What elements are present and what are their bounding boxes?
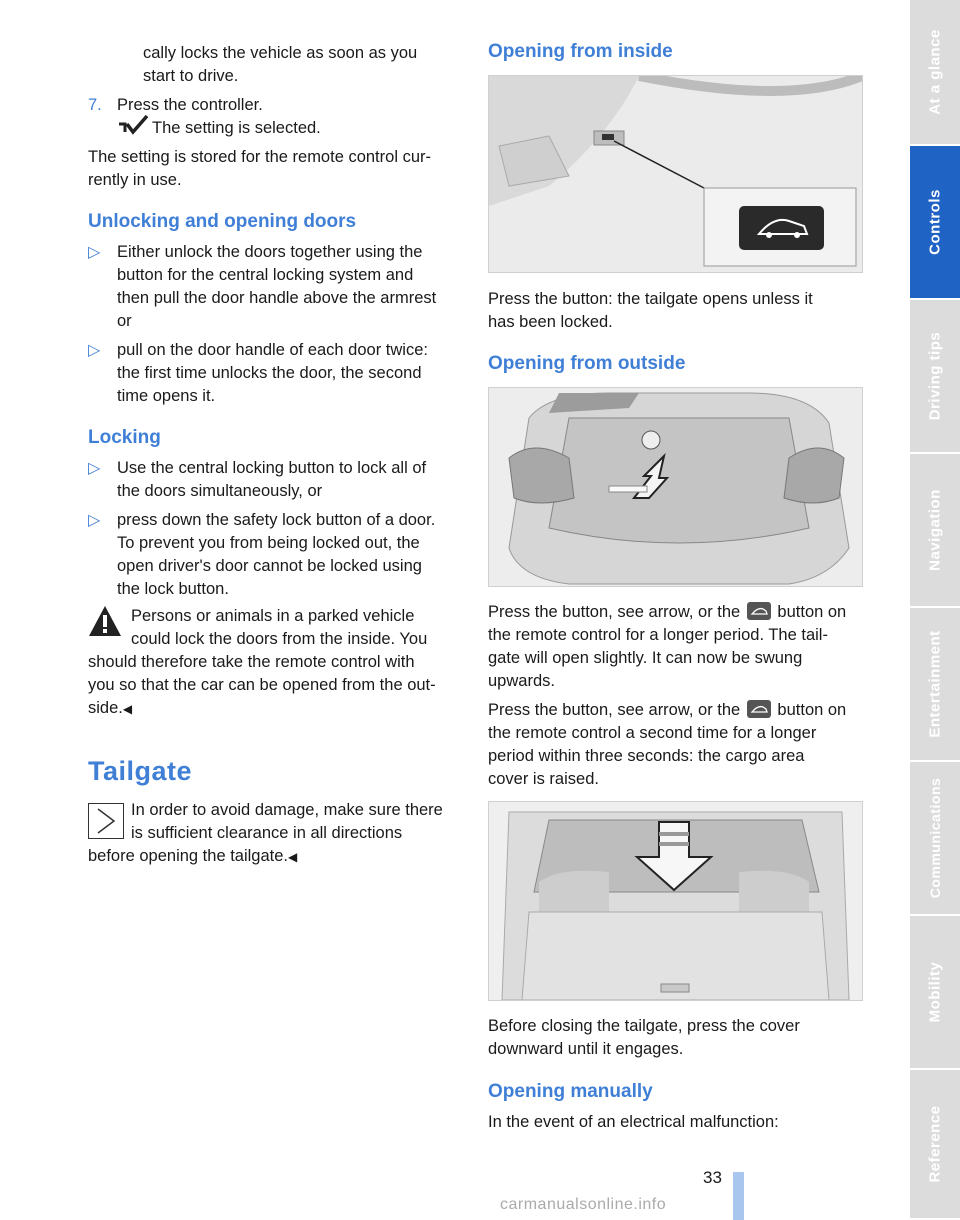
tab-label: Driving tips	[926, 331, 944, 421]
chapter-sidebar	[910, 0, 960, 1220]
page-marker-bar	[733, 1172, 744, 1220]
outside-text-2-b: button on	[777, 701, 847, 719]
tab-label: At a glance	[926, 29, 944, 115]
warning-text: should therefore take the remote control with	[88, 653, 415, 671]
warning-text: could lock the doors from the inside. You	[131, 630, 428, 648]
lock-bullet-2: press down the safety lock button of a door.	[117, 511, 436, 529]
note-icon	[88, 803, 124, 844]
intro-line: cally locks the vehicle as soon as you	[143, 44, 418, 62]
step-number: 7.	[88, 96, 102, 114]
heading-locking: Locking	[88, 427, 161, 448]
stored-text: rently in use.	[88, 171, 182, 189]
unlock-bullet-1: then pull the door handle above the armrest	[117, 289, 437, 307]
lock-bullet-2: To prevent you from being locked out, the	[117, 534, 420, 552]
lock-bullet-1: Use the central locking button to lock all of	[117, 459, 427, 477]
tab-reference[interactable]	[910, 1070, 960, 1220]
inside-text: has been locked.	[488, 313, 613, 331]
tab-label: Communications	[927, 777, 943, 899]
heading-tailgate: Tailgate	[88, 756, 193, 786]
outside-text-1-b: button on	[777, 603, 847, 621]
outside-text-1	[488, 601, 846, 624]
remote-trunk-icon	[747, 700, 771, 718]
bullet-icon: ▷	[88, 244, 101, 261]
note-text-end: before opening the tailgate.	[88, 847, 288, 865]
heading-opening-manually: Opening manually	[488, 1081, 653, 1102]
tab-label: Reference	[926, 1105, 944, 1183]
step-sub: The setting is selected.	[152, 119, 321, 137]
checkmark-icon	[117, 114, 149, 141]
warning-text	[88, 697, 132, 721]
outside-text-2: the remote control a second time for a longer	[488, 724, 817, 742]
outside-text-1: gate will open slightly. It can now be swung	[488, 649, 803, 667]
note-text: In order to avoid damage, make sure there	[131, 801, 443, 819]
heading-opening-inside: Opening from inside	[488, 41, 673, 62]
unlock-bullet-1: button for the central locking system and	[117, 266, 414, 284]
watermark: carmanualsonline.info	[500, 1196, 667, 1213]
tab-driving-tips[interactable]	[910, 300, 960, 454]
bullet-icon: ▷	[88, 512, 101, 529]
unlock-bullet-1: or	[117, 312, 132, 330]
note-text: is sufficient clearance in all directions	[131, 824, 403, 842]
tab-label: Mobility	[926, 961, 944, 1023]
close-text: Before closing the tailgate, press the cover	[488, 1017, 800, 1035]
warning-text: Persons or animals in a parked vehicle	[131, 607, 415, 625]
outside-text-1: upwards.	[488, 672, 555, 690]
outside-text-2-a: Press the button, see arrow, or the	[488, 701, 741, 719]
note-text	[88, 845, 297, 869]
tailgate-exterior-photo	[488, 387, 863, 587]
tab-controls[interactable]	[910, 146, 960, 300]
unlock-bullet-2: the first time unlocks the door, the second	[117, 364, 422, 382]
heading-unlocking: Unlocking and opening doors	[88, 211, 357, 232]
lock-bullet-1: the doors simultaneously, or	[117, 482, 323, 500]
heading-opening-outside: Opening from outside	[488, 353, 686, 374]
manual-text: In the event of an electrical malfunction:	[488, 1113, 779, 1131]
lock-bullet-2: open driver's door cannot be locked using	[117, 557, 422, 575]
bullet-icon: ▷	[88, 460, 101, 477]
tab-label: Controls	[926, 189, 944, 255]
tab-label: Entertainment	[926, 630, 944, 738]
intro-line: start to drive.	[143, 67, 239, 85]
tab-communications[interactable]	[910, 762, 960, 916]
end-mark-icon: ◀	[288, 850, 298, 864]
interior-button-photo	[488, 75, 863, 273]
outside-text-1: the remote control for a longer period. The tail-	[488, 626, 828, 644]
tab-entertainment[interactable]	[910, 608, 960, 762]
outside-text-1-a: Press the button, see arrow, or the	[488, 603, 741, 621]
warning-icon	[88, 604, 122, 643]
end-mark-icon: ◀	[122, 702, 133, 716]
unlock-bullet-2: pull on the door handle of each door twice:	[117, 341, 428, 359]
step-text: Press the controller.	[117, 96, 263, 114]
tab-at-a-glance[interactable]	[910, 0, 960, 146]
lock-bullet-2: the lock button.	[117, 580, 229, 598]
warning-text-end: side.	[88, 699, 123, 717]
stored-text: The setting is stored for the remote control cur-	[88, 148, 431, 166]
remote-trunk-icon	[747, 602, 771, 620]
tab-mobility[interactable]	[910, 916, 960, 1070]
tab-navigation[interactable]	[910, 454, 960, 608]
inside-text: Press the button: the tailgate opens unless it	[488, 290, 813, 308]
warning-text: you so that the car can be opened from the out-	[88, 676, 436, 694]
unlock-bullet-2: time opens it.	[117, 387, 216, 405]
cargo-cover-photo	[488, 801, 863, 1001]
tab-label: Navigation	[926, 489, 944, 571]
outside-text-2: period within three seconds: the cargo area	[488, 747, 805, 765]
unlock-bullet-1: Either unlock the doors together using the	[117, 243, 423, 261]
page-number: 33	[703, 1168, 722, 1187]
outside-text-2	[488, 699, 846, 722]
outside-text-2: cover is raised.	[488, 770, 599, 788]
close-text: downward until it engages.	[488, 1040, 684, 1058]
bullet-icon: ▷	[88, 342, 101, 359]
